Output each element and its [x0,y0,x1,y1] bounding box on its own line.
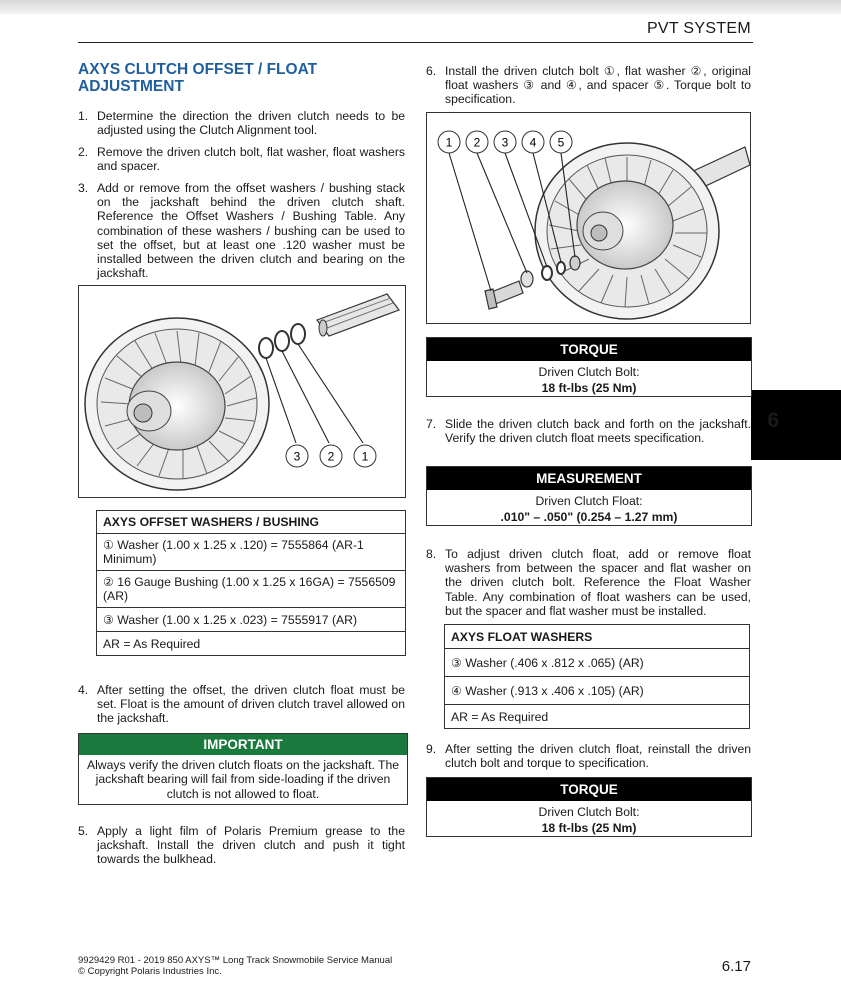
section-title: PVT SYSTEM [646,20,751,37]
step-text: Apply a light film of Polaris Premium grease to the jackshaft. Install the driven clutch and push it tight towards the bulkhead. [97,824,405,867]
step-text: After setting the driven clutch float, reinstall the driven clutch bolt and torque to specification. [445,742,751,771]
page-heading: AXYS CLUTCH OFFSET / FLOAT ADJUSTMENT [78,61,318,95]
step-4 [78,683,405,726]
callout-4 [522,131,544,153]
callout-3 [286,445,308,467]
offset-washers-illustration [78,285,406,498]
callout-4-label: 4 [529,135,537,150]
important-notice [78,733,408,805]
step-number: 2. [78,145,89,159]
table-header: AXYS FLOAT WASHERS [445,625,750,649]
step-3 [78,181,405,280]
step-number: 6. [426,64,437,78]
clutch-offset-drawing [79,286,405,497]
torque-label: Driven Clutch Bolt: [538,805,640,819]
callout-3-label: 3 [293,449,301,464]
callout-3-label: 3 [501,135,509,150]
step-7 [426,417,751,445]
torque-spec-box [426,337,752,397]
offset-washers-drawing [259,324,305,358]
step-8 [426,547,751,618]
step-5 [78,824,405,867]
driven-clutch-drawing [535,143,719,319]
measurement-spec-box [426,466,752,526]
important-title: IMPORTANT [79,734,407,755]
step-number: 4. [78,683,89,697]
footer-copyright: © Copyright Polaris Industries Inc. [78,966,222,977]
float-washers-illustration [426,112,751,324]
callout-2 [320,445,342,467]
important-text: Always verify the driven clutch floats on the jackshaft. The jackshaft bearing will fail from side-loading if the driven clutch is not allowed to float. [86,758,400,801]
offset-washers-table [96,510,406,656]
top-shadow-bar [0,0,841,14]
footer-manual-info [78,955,392,977]
torque-title: TORQUE [427,778,751,801]
callout-2-label: 2 [327,449,335,464]
callout-3 [494,131,516,153]
step-text: Slide the driven clutch back and forth on the jackshaft. Verify the driven clutch float meets specification. [445,417,751,446]
step-number: 9. [426,742,437,756]
step-text: Remove the driven clutch bolt, flat washer, float washers and spacer. [97,145,405,174]
step-number: 5. [78,824,89,838]
callout-leaders [266,344,363,443]
step-6 [426,64,751,107]
step-number: 7. [426,417,437,431]
table-row: ④ Washer (.913 x .406 x .105) (AR) [445,677,750,705]
page-number: 6.17 [721,958,751,975]
step-1 [78,109,405,137]
clutch-float-drawing [427,113,750,323]
callout-1-label: 1 [445,135,453,150]
callout-5-label: 5 [557,135,565,150]
step-number: 1. [78,109,89,123]
step-text: Add or remove from the offset washers / bushing stack on the jackshaft behind the driven clutch shaft. Reference the Offset Washers / Bushing Table. Any combination of these washers / bushing can be used to set the offset, but at least one .120 washer must be installed between the driven clutch and bearing on the jackshaft. [97,181,405,281]
step-text: Install the driven clutch bolt ①, flat washer ②, original float washers ③ and ④, and spacer ⑤. Torque bolt to specification. [445,64,751,107]
torque-title: TORQUE [427,338,751,361]
driven-clutch-drawing [85,318,269,490]
table-row: ③ Washer (.406 x .812 x .065) (AR) [445,649,750,677]
callout-1-label: 1 [361,449,369,464]
header-rule [78,42,753,43]
step-2 [78,145,405,173]
step-text: Determine the direction the driven clutch needs to be adjusted using the Clutch Alignment tool. [97,109,405,138]
measurement-value: .010" – .050" (0.254 – 1.27 mm) [500,510,678,524]
step-text: After setting the offset, the driven clutch float must be set. Float is the amount of driven clutch travel allowed on the jackshaft. [97,683,405,726]
callout-2-label: 2 [473,135,481,150]
callout-5 [550,131,572,153]
torque-label: Driven Clutch Bolt: [538,365,640,379]
chapter-tab [751,390,841,460]
table-row: ② 16 Gauge Bushing (1.00 x 1.25 x 16GA) = 7556509 (AR) [97,571,406,608]
callout-1 [354,445,376,467]
step-number: 3. [78,181,89,195]
chapter-tab-number: 6 [767,409,779,432]
table-row: AR = As Required [445,705,750,729]
footer-manual-title: 9929429 R01 - 2019 850 AXYS™ Long Track Snowmobile Service Manual [78,955,393,966]
table-header: AXYS OFFSET WASHERS / BUSHING [97,511,406,534]
callout-1 [438,131,460,153]
step-9 [426,742,751,770]
step-text: To adjust driven clutch float, add or remove float washers from between the spacer and flat washer on the driven clutch bolt. Reference the Float Washer Table. Any combination of float washers can be used, but the spacer and flat washer must be installed. [445,547,751,618]
table-row: ① Washer (1.00 x 1.25 x .120) = 7555864 (AR-1 Minimum) [97,534,406,571]
measurement-label: Driven Clutch Float: [535,494,643,508]
torque-value: 18 ft-lbs (25 Nm) [541,381,637,395]
table-row: AR = As Required [97,632,406,656]
torque-spec-box-2 [426,777,752,837]
torque-value: 18 ft-lbs (25 Nm) [541,821,637,835]
float-washers-table [444,624,750,729]
jackshaft-drawing [317,294,399,336]
measurement-title: MEASUREMENT [427,467,751,490]
callout-2 [466,131,488,153]
table-row: ③ Washer (1.00 x 1.25 x .023) = 7555917 (AR) [97,608,406,632]
step-number: 8. [426,547,437,561]
